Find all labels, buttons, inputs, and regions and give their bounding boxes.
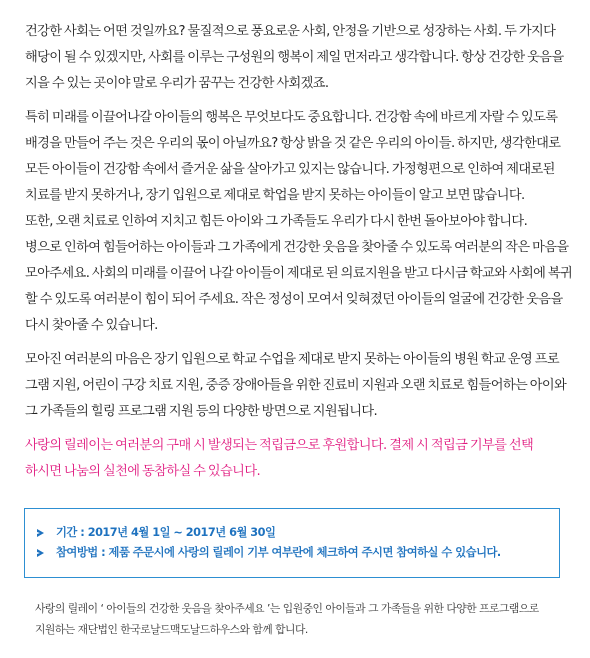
method-text: 참여방법 : 제품 주문시에 사랑의 릴레이 기부 여부란에 체크하여 주시면 참여하실 수 있습니다. — [56, 546, 501, 559]
paragraph-children-happiness — [25, 105, 573, 339]
text-line: 배경을 만들어 주는 것은 우리의 몫이 아닐까요? 항상 밝을 것 같은 우리의 아이들. 하지만, 생각한대로 — [25, 136, 561, 151]
text-line: 할 수 있도록 여러분이 힘이 되어 주세요. 작은 정성이 모여서 잊혀졌던 아이들의 얼굴에 건강한 웃음을 — [25, 292, 563, 307]
text-line: 그램 지원, 어린이 구강 치료 지원, 중증 장애아들을 위한 진료비 지원과 오랜 치료로 힘들어하는 아이와 — [25, 378, 567, 393]
article-body — [25, 19, 573, 485]
period-row — [37, 523, 559, 543]
text-line: 지을 수 있는 곳이야 말로 우리가 꿈꾸는 건강한 사회겠죠. — [25, 76, 329, 91]
highlight-line: 하시면 나눔의 실천에 동참하실 수 있습니다. — [25, 464, 261, 479]
text-line: 해당이 될 수 있겠지만, 사회를 이루는 구성원의 행복이 제일 먼저라고 생각합니다. 항상 건강한 웃음을 — [25, 50, 564, 65]
footnote — [35, 598, 575, 640]
text-line: 모든 아이들이 건강함 속에서 즐거운 삶을 살아가고 있지는 않습니다. 가정형편으로 인하여 제대로된 — [25, 162, 555, 177]
arrow-right-icon — [37, 549, 44, 557]
text-line: 모아주세요. 사회의 미래를 이끌어 나갈 아이들이 제대로 된 의료지원을 받고 다시금 학교와 사회에 복귀 — [25, 266, 573, 281]
text-line: 그 가족들의 힐링 프로그램 지원 등의 다양한 방면으로 지원됩니다. — [25, 404, 378, 419]
text-line: 병으로 인하여 힘들어하는 아이들과 그 가족에게 건강한 웃음을 찾아줄 수 있도록 여러분의 작은 마음을 — [25, 240, 569, 255]
text-line: 또한, 오랜 치료로 인하여 지치고 힘든 아이와 그 가족들도 우리가 다시 한번 돌아보아야 합니다. — [25, 214, 528, 229]
paragraph-relay-highlight — [25, 433, 573, 485]
text-line: 다시 찾아줄 수 있습니다. — [25, 318, 158, 333]
paragraph-support-areas — [25, 347, 573, 425]
footnote-line: 사랑의 릴레이 ‘ 아이들의 건강한 웃음을 찾아주세요 ’는 입원중인 아이들과 그 가족들을 위한 다양한 프로그램으로 — [35, 602, 539, 615]
text-line: 건강한 사회는 어떤 것일까요? 물질적으로 풍요로운 사회, 안정을 기반으로 성장하는 사회. 두 가지다 — [25, 24, 556, 39]
text-line: 모아진 여러분의 마음은 장기 입원으로 학교 수업을 제대로 받지 못하는 아이들의 병원 학교 운영 프로 — [25, 352, 559, 367]
footnote-line: 지원하는 재단법인 한국로날드맥도날드하우스와 함께 합니다. — [35, 623, 308, 636]
text-line: 치료를 받지 못하거나, 장기 입원으로 제대로 학업을 받지 못하는 아이들이 알고 보면 많습니다. — [25, 188, 525, 203]
campaign-info-box — [24, 508, 560, 578]
text-line: 특히 미래를 이끌어나갈 아이들의 행복은 무엇보다도 중요합니다. 건강함 속에 바르게 자랄 수 있도록 — [25, 110, 558, 125]
arrow-right-icon — [37, 529, 44, 537]
method-row — [37, 543, 559, 563]
period-text: 기간 : 2017년 4월 1일 ~ 2017년 6월 30일 — [56, 526, 276, 539]
highlight-line: 사랑의 릴레이는 여러분의 구매 시 발생되는 적립금으로 후원합니다. 결제 시 적립금 기부를 선택 — [25, 438, 534, 453]
paragraph-healthy-society — [25, 19, 573, 97]
